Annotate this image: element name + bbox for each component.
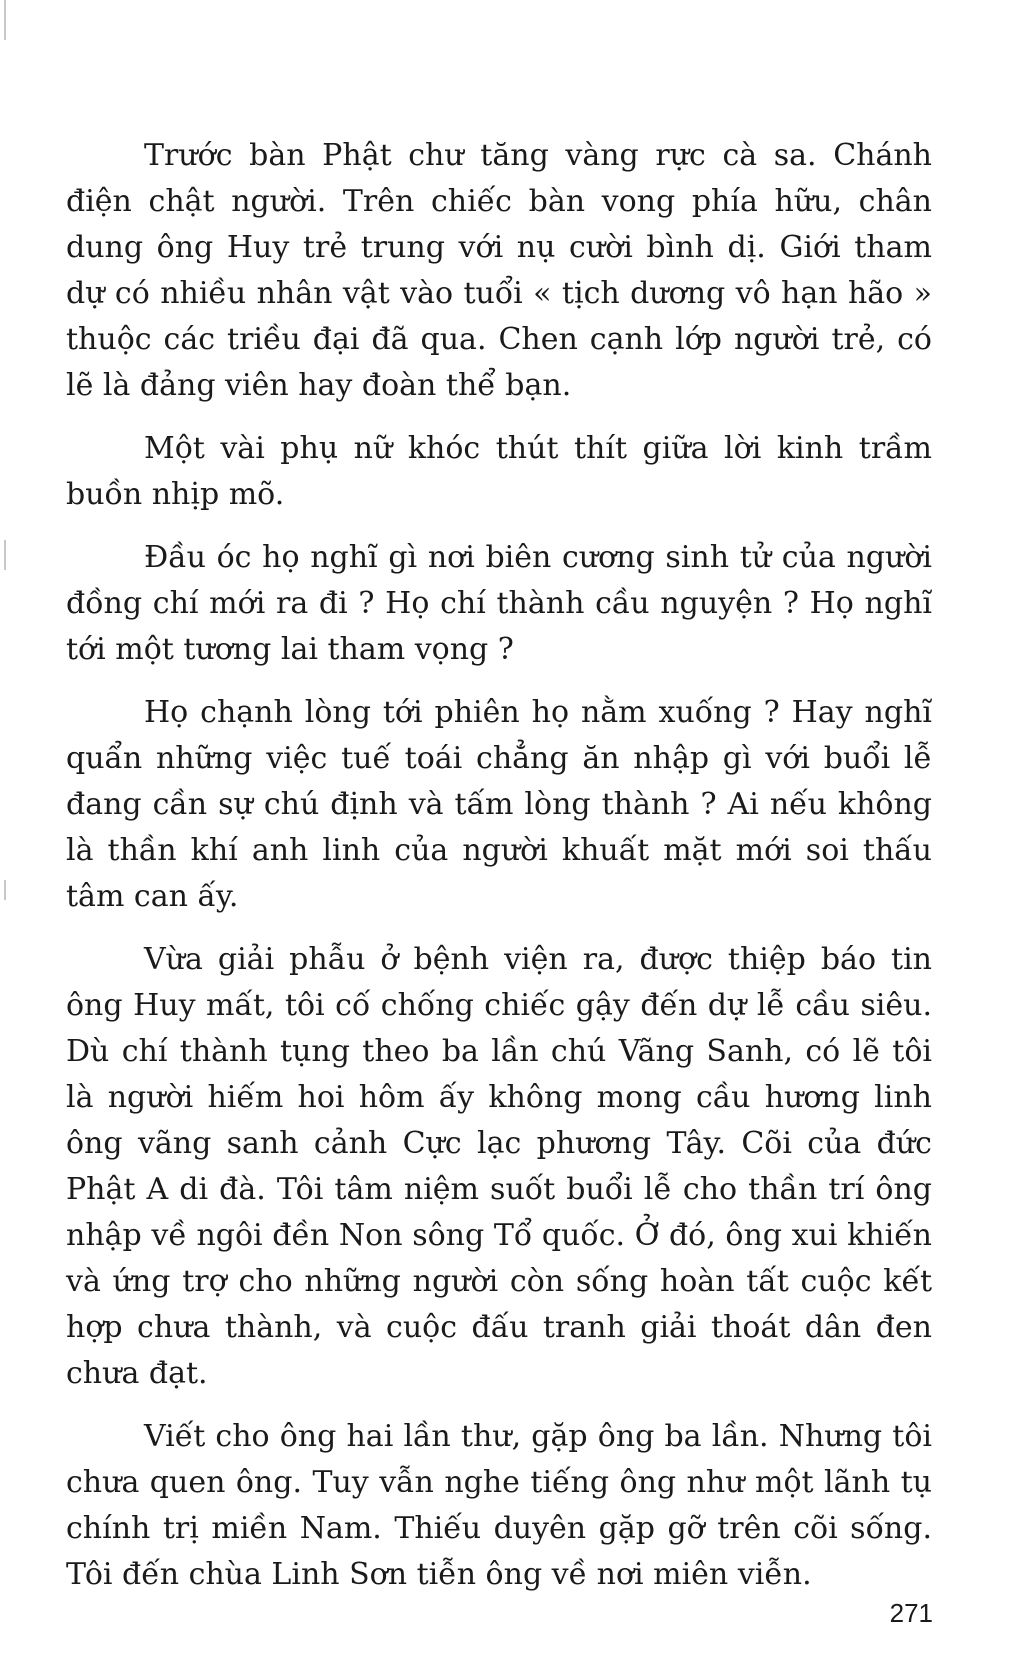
body-text (66, 133, 932, 1615)
paragraph: Họ chạnh lòng tới phiên họ nằm xuống ? Hay nghĩ quẩn những việc tuế toái chẳng ăn nhập gì với buổi lễ đang cần sự chú định và tấm lòng thành ? Ai nếu không là thần khí anh linh của người khuất mặt mới soi thấu tâm can ấy. (66, 695, 932, 914)
scan-edge-mark (4, 880, 6, 900)
paragraph: Viết cho ông hai lần thư, gặp ông ba lần. Nhưng tôi chưa quen ông. Tuy vẫn nghe tiếng ông như một lãnh tụ chính trị miền Nam. Thiếu duyên gặp gỡ trên cõi sống. Tôi đến chùa Linh Sơn tiễn ông về nơi miên viễn. (66, 1419, 932, 1592)
paragraph: Vừa giải phẫu ở bệnh viện ra, được thiệp báo tin ông Huy mất, tôi cố chống chiếc gậy đến dự lễ cầu siêu. Dù chí thành tụng theo ba lần chú Vãng Sanh, có lẽ tôi là người hiếm hoi hôm ấy không mong cầu hương linh ông vãng sanh cảnh Cực lạc phương Tây. Cõi của đức Phật A di đà. Tôi tâm niệm suốt buổi lễ cho thần trí ông nhập về ngôi đền Non sông Tổ quốc. Ở đó, ông xui khiến và ứng trợ cho những người còn sống hoàn tất cuộc kết hợp chưa thành, và cuộc đấu tranh giải thoát dân đen chưa đạt. (66, 942, 932, 1391)
paragraph: Một vài phụ nữ khóc thút thít giữa lời kinh trầm buồn nhịp mõ. (66, 431, 932, 512)
scan-edge-mark (4, 0, 6, 40)
paragraph: Đầu óc họ nghĩ gì nơi biên cương sinh tử của người đồng chí mới ra đi ? Họ chí thành cầu nguyện ? Họ nghĩ tới một tương lai tham vọng ? (66, 540, 932, 667)
paragraph: Trước bàn Phật chư tăng vàng rực cà sa. Chánh điện chật người. Trên chiếc bàn vong phía hữu, chân dung ông Huy trẻ trung với nụ cười bình dị. Giới tham dự có nhiều nhân vật vào tuổi « tịch dương vô hạn hão » thuộc các triều đại đã qua. Chen cạnh lớp người trẻ, có lẽ là đảng viên hay đoàn thể bạn. (66, 138, 932, 403)
scan-edge-mark (4, 540, 6, 570)
page-number: 271 (889, 1598, 933, 1628)
